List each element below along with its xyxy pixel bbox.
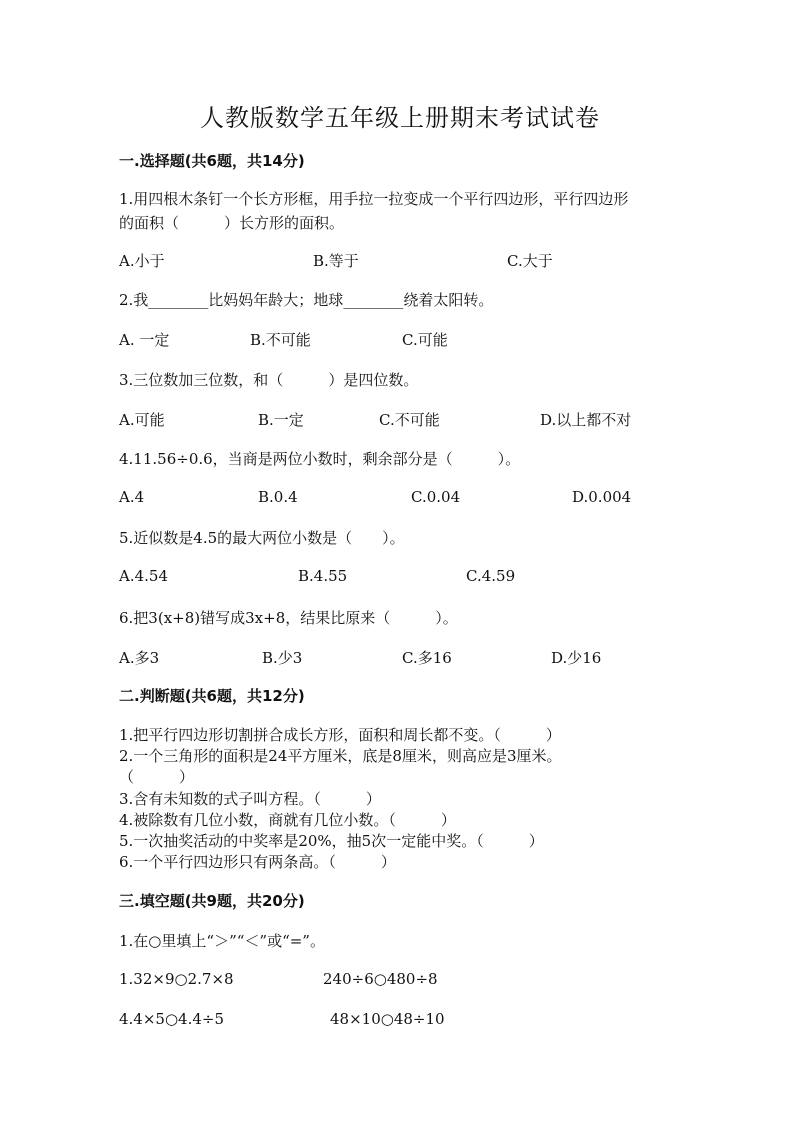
judgement-item-6: 6.一个平行四边形只有两条高。（ ） xyxy=(119,853,396,871)
question-5-option-a: A.4.54 xyxy=(119,567,168,585)
question-2-option-a: A. 一定 xyxy=(119,331,170,349)
judgement-item-2-cont: （ ） xyxy=(119,768,195,786)
judgement-item-2: 2.一个三角形的面积是24平方厘米，底是8厘米，则高应是3厘米。 xyxy=(119,747,562,765)
question-1-line-1: 1.用四根木条钉一个长方形框，用手拉一拉变成一个平行四边形，平行四边形 xyxy=(119,190,629,208)
question-4-option-c: C.0.04 xyxy=(411,488,461,506)
question-6-option-c: C.多16 xyxy=(402,649,452,667)
question-3-option-a: A.可能 xyxy=(119,411,165,429)
question-3-option-c: C.不可能 xyxy=(379,411,440,429)
question-6-option-d: D.少16 xyxy=(551,649,602,667)
fill-in-row-2-right: 48×10○48÷10 xyxy=(330,1010,445,1028)
fill-in-row-2-left: 4.4×5○4.4÷5 xyxy=(119,1010,225,1028)
question-2-line-1: 2.我________比妈妈年龄大；地球________绕着太阳转。 xyxy=(119,291,494,309)
question-1-option-b: B.等于 xyxy=(313,252,359,270)
question-2-option-b: B.不可能 xyxy=(250,331,311,349)
question-5-option-c: C.4.59 xyxy=(466,567,516,585)
question-3-option-b: B.一定 xyxy=(258,411,304,429)
question-6-option-a: A.多3 xyxy=(119,649,160,667)
question-1-option-c: C.大于 xyxy=(507,252,553,270)
fill-in-row-1-left: 1.32×9○2.7×8 xyxy=(119,970,234,988)
page-title: 人教版数学五年级上册期末考试试卷 xyxy=(200,104,600,132)
question-2-option-c: C.可能 xyxy=(402,331,448,349)
question-4-option-b: B.0.4 xyxy=(258,488,298,506)
question-5-line-1: 5.近似数是4.5的最大两位小数是（ ）。 xyxy=(119,529,405,547)
question-6-option-b: B.少3 xyxy=(262,649,303,667)
question-6-line-1: 6.把3(x+8)错写成3x+8，结果比原来（ ）。 xyxy=(119,609,458,627)
question-1-line-2: 的面积（ ）长方形的面积。 xyxy=(119,214,345,232)
question-3-line-1: 3.三位数加三位数，和（ ）是四位数。 xyxy=(119,371,419,389)
question-5-option-b: B.4.55 xyxy=(298,567,348,585)
section-heading-judgement: 二.判断题(共6题，共12分) xyxy=(119,687,305,705)
judgement-item-4: 4.被除数有几位小数，商就有几位小数。（ ） xyxy=(119,811,456,829)
question-4-option-d: D.0.004 xyxy=(572,488,632,506)
fill-in-row-1-right: 240÷6○480÷8 xyxy=(323,970,438,988)
judgement-item-5: 5.一次抽奖活动的中奖率是20%，抽5次一定能中奖。（ ） xyxy=(119,832,544,850)
judgement-item-1: 1.把平行四边形切割拼合成长方形，面积和周长都不变。（ ） xyxy=(119,726,561,744)
section-heading-choice: 一.选择题(共6题，共14分) xyxy=(119,152,305,170)
question-4-line-1: 4.11.56÷0.6，当商是两位小数时，剩余部分是（ ）。 xyxy=(119,450,521,468)
section-heading-fill-in: 三.填空题(共9题，共20分) xyxy=(119,892,305,910)
fill-in-intro: 1.在○里填上“＞”“＜”或“=”。 xyxy=(119,932,325,950)
question-3-option-d: D.以上都不对 xyxy=(540,411,632,429)
question-4-option-a: A.4 xyxy=(119,488,145,506)
question-1-option-a: A.小于 xyxy=(119,252,165,270)
judgement-item-3: 3.含有未知数的式子叫方程。（ ） xyxy=(119,790,381,808)
